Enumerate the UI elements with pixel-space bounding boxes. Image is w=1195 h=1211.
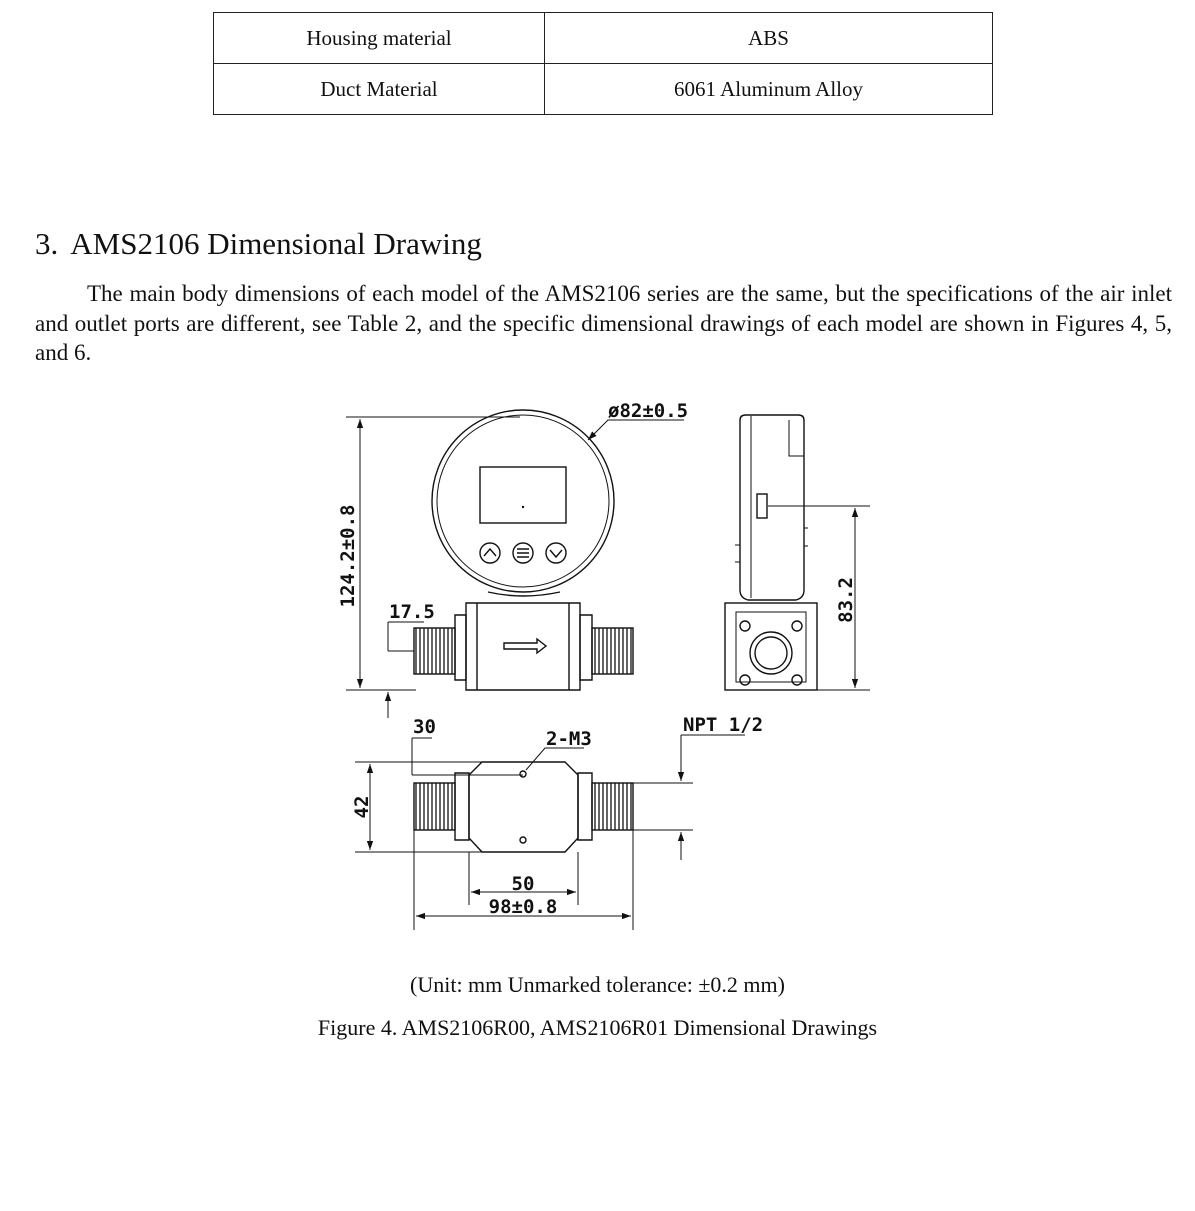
diameter-dimension-label: ø82±0.5	[608, 400, 689, 422]
duct-collars	[455, 615, 592, 680]
holes-leader	[526, 748, 584, 770]
top-collars	[455, 773, 592, 840]
total-length-label: 98±0.8	[488, 896, 558, 918]
lcd-display	[480, 467, 566, 523]
flow-direction-arrow-icon	[504, 639, 546, 653]
menu-button-icon	[513, 543, 533, 563]
side-view	[725, 415, 870, 690]
down-button-icon	[546, 543, 566, 563]
up-button-icon	[480, 543, 500, 563]
unit-note: (Unit: mm Unmarked tolerance: ±0.2 mm)	[410, 972, 785, 997]
top-outlet-thread	[592, 783, 633, 830]
pipe-offset-label: 17.5	[389, 601, 435, 623]
thread-leader	[681, 735, 745, 781]
thread-spec-label: NPT 1/2	[683, 714, 764, 736]
section-number: 3.	[35, 226, 59, 261]
side-housing	[740, 415, 804, 600]
table-cell-value: 6061 Aluminum Alloy	[545, 64, 993, 115]
table-cell-label: Housing material	[214, 13, 545, 64]
duct-body	[466, 603, 580, 690]
side-housing-notches	[735, 528, 808, 562]
holes-label: 2-M3	[546, 728, 592, 750]
width-dimension-label: 42	[351, 795, 373, 819]
side-duct-block	[725, 603, 817, 690]
duct-opening-icon	[750, 632, 792, 674]
top-offset-label: 30	[413, 716, 436, 738]
pipe-offset-leader	[388, 622, 424, 651]
top-inlet-thread	[414, 783, 455, 830]
mounting-hole-icons	[740, 621, 802, 685]
display-dot	[522, 506, 524, 508]
side-flange	[736, 612, 806, 682]
side-connector-port	[757, 494, 767, 518]
height-dimension-label: 124.2±0.8	[337, 504, 359, 608]
section-body-paragraph: The main body dimensions of each model of the AMS2106 series are the same, but the specifications of the air inlet and outlet ports are different, see Table 2, and the specific dimensional drawings of each model are shown in Figures 4, 5, and 6.	[35, 281, 1172, 365]
front-view	[337, 400, 688, 718]
side-height-label: 83.2	[835, 577, 857, 623]
gauge-dial-inner-ring	[437, 415, 609, 587]
side-housing-detail	[751, 416, 804, 598]
diameter-leader	[588, 420, 684, 440]
m3-hole-icon	[520, 771, 526, 777]
table-cell-value: ABS	[545, 13, 993, 64]
thread-extension-lines	[633, 783, 693, 830]
top-view	[351, 714, 763, 930]
top-offset-leader	[412, 738, 523, 775]
outlet-thread	[592, 628, 633, 674]
m3-hole-icon	[520, 837, 526, 843]
figure-caption: Figure 4. AMS2106R00, AMS2106R01 Dimensional Drawings	[317, 1015, 878, 1040]
section-title: AMS2106 Dimensional Drawing	[70, 226, 482, 261]
table-cell-label: Duct Material	[214, 64, 545, 115]
gauge-dial-outline	[432, 410, 614, 592]
inlet-thread	[414, 628, 455, 674]
body-length-label: 50	[511, 873, 535, 895]
